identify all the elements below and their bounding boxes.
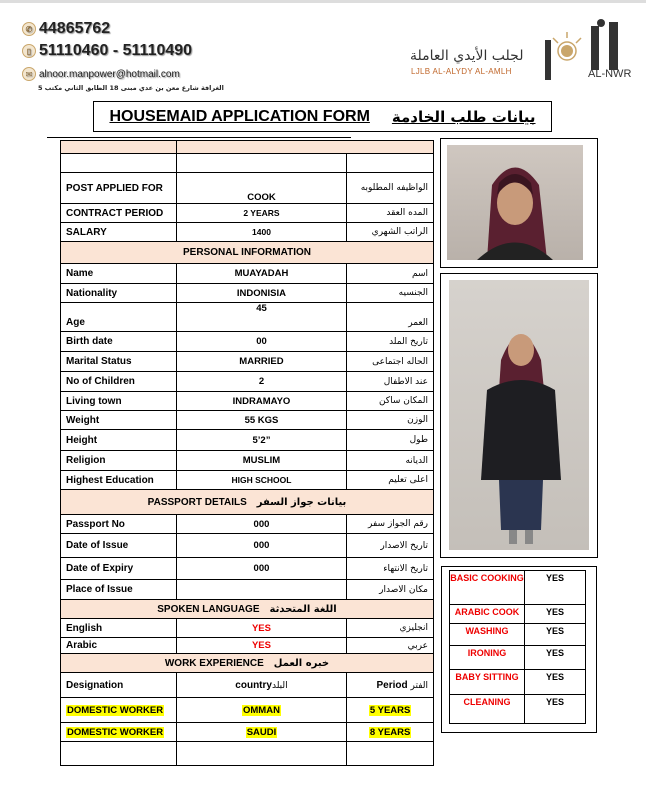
row-label: Arabic <box>61 638 177 654</box>
title-arabic: بيانات طلب الخادمة <box>391 107 536 126</box>
blank-cell <box>61 742 177 766</box>
section-title-ar: بيانات جواز السفر <box>256 496 347 508</box>
table-row <box>61 372 434 392</box>
row-value: 55 KGS <box>176 411 346 430</box>
skill-name: ARABIC COOK <box>450 605 525 624</box>
person-portrait-icon <box>447 145 583 260</box>
row-label-ar: العمر <box>347 303 434 332</box>
skill-row <box>450 571 586 605</box>
row-label-ar: مكان الاصدار <box>347 580 434 600</box>
blank-cell <box>347 154 434 173</box>
country: SAUDI <box>246 726 277 738</box>
section-title: SPOKEN LANGUAGE <box>157 603 260 615</box>
row-value: COOK <box>176 173 346 204</box>
email-address: alnoor.manpower@hotmail.com <box>39 68 180 80</box>
row-value: YES <box>176 619 346 638</box>
logo-mark-text: AL-NWR <box>588 68 632 80</box>
row-value: MUAYADAH <box>176 264 346 284</box>
email-contact <box>22 67 180 81</box>
row-label-ar: تاريخ الانتهاء <box>347 558 434 580</box>
table-row <box>61 352 434 372</box>
section-header <box>61 490 434 515</box>
row-label-ar: الجنسيه <box>347 284 434 303</box>
skill-value: YES <box>525 695 586 724</box>
section-title: PASSPORT DETAILS <box>147 496 247 508</box>
skill-value: YES <box>525 571 586 605</box>
row-value: INDRAMAYO <box>176 392 346 411</box>
headshot-photo <box>447 145 583 260</box>
row-value: 2 YEARS <box>176 204 346 223</box>
table-row <box>61 173 434 204</box>
form-title <box>93 101 552 132</box>
blank-cell <box>176 154 346 173</box>
blank-cell <box>347 742 434 766</box>
application-table <box>60 140 434 766</box>
row-label-ar: رقم الجواز سفر <box>347 515 434 534</box>
row-label: POST APPLIED FOR <box>61 173 177 204</box>
row-label-ar: انجليزي <box>347 619 434 638</box>
row-value: INDONISIA <box>176 284 346 303</box>
mobile-contact <box>22 42 192 60</box>
row-value: 2 <box>176 372 346 392</box>
row-label-ar: تاريخ الاصدار <box>347 534 434 558</box>
blank-cell <box>61 154 177 173</box>
row-label: Age <box>61 303 177 332</box>
phone-number: 44865762 <box>39 20 111 37</box>
row-label-ar: عند الاطفال <box>347 372 434 392</box>
table-row <box>61 411 434 430</box>
period: 5 YEARS <box>369 704 411 716</box>
row-label-ar: الديانه <box>347 451 434 471</box>
row-value: 5’2” <box>176 430 346 451</box>
table-row <box>61 619 434 638</box>
row-label-ar: اعلى تعليم <box>347 471 434 490</box>
blank-cell <box>176 742 346 766</box>
column-header <box>176 673 346 698</box>
skill-row <box>450 646 586 670</box>
row-value: 000 <box>176 534 346 558</box>
row-label: CONTRACT PERIOD <box>61 204 177 223</box>
table-row <box>61 392 434 411</box>
row-label: Name <box>61 264 177 284</box>
section-header <box>61 600 434 619</box>
table-row <box>61 698 434 723</box>
top-border <box>0 0 646 3</box>
row-label-ar: اسم <box>347 264 434 284</box>
skill-name: IRONING <box>450 646 525 670</box>
row-value: HIGH SCHOOL <box>176 471 346 490</box>
row-value: YES <box>176 638 346 654</box>
table-row <box>61 264 434 284</box>
row-value <box>176 580 346 600</box>
table-header-row <box>61 673 434 698</box>
table-row <box>61 223 434 242</box>
mobile-number: 51110460 - 51110490 <box>39 42 193 59</box>
skill-name: WASHING <box>450 624 525 646</box>
table-row <box>61 430 434 451</box>
country-label: country <box>235 679 272 691</box>
designation: DOMESTIC WORKER <box>67 704 164 716</box>
skill-name: CLEANING <box>450 695 525 724</box>
mobile-icon: ▯ <box>22 44 36 58</box>
skill-row <box>450 624 586 646</box>
table-row <box>61 723 434 742</box>
section-header: PERSONAL INFORMATION <box>61 242 434 264</box>
period: 8 YEARS <box>369 726 411 738</box>
section-title-ar: خبره العمل <box>273 657 330 669</box>
period-label-ar: الفتر <box>410 680 428 691</box>
skill-value: YES <box>525 646 586 670</box>
section-title-ar: اللغة المتحدثة <box>269 603 337 615</box>
row-label: No of Children <box>61 372 177 392</box>
country: OMMAN <box>243 704 280 716</box>
table-row <box>61 580 434 600</box>
row-label: Marital Status <box>61 352 177 372</box>
row-label-ar: عربي <box>347 638 434 654</box>
row-value: 00 <box>176 332 346 352</box>
row-label-ar: الراتب الشهري <box>347 223 434 242</box>
row-label: Birth date <box>61 332 177 352</box>
header-cell <box>176 141 433 154</box>
row-label-ar: الوزن <box>347 411 434 430</box>
row-label: Height <box>61 430 177 451</box>
row-label: Nationality <box>61 284 177 303</box>
row-value: 45 <box>176 303 346 332</box>
row-label: Weight <box>61 411 177 430</box>
full-body-photo <box>449 280 589 550</box>
row-label: SALARY <box>61 223 177 242</box>
email-icon: ✉ <box>22 67 36 81</box>
table-row <box>61 332 434 352</box>
skill-row <box>450 695 586 724</box>
country-label-ar: البلد <box>271 680 288 691</box>
logo-arabic-text: لجلب الأيدي العاملة <box>410 48 524 64</box>
skills-table <box>449 570 586 724</box>
table-row <box>61 534 434 558</box>
header-cell <box>61 141 177 154</box>
table-row <box>61 638 434 654</box>
row-label: Date of Issue <box>61 534 177 558</box>
column-header: Designation <box>61 673 177 698</box>
row-value: MUSLIM <box>176 451 346 471</box>
row-label-ar: تاريخ الملد <box>347 332 434 352</box>
row-label-ar: المده العقد <box>347 204 434 223</box>
title-english: HOUSEMAID APPLICATION FORM <box>109 107 370 125</box>
row-label: Date of Expiry <box>61 558 177 580</box>
row-label-ar: طول <box>347 430 434 451</box>
table-row <box>61 515 434 534</box>
skill-row <box>450 605 586 624</box>
person-full-icon <box>449 280 589 550</box>
row-label-ar: الحاله اجتماعى <box>347 352 434 372</box>
row-value: MARRIED <box>176 352 346 372</box>
skill-value: YES <box>525 605 586 624</box>
row-label: Religion <box>61 451 177 471</box>
skill-name: BASIC COOKING <box>450 571 525 605</box>
row-value: 1400 <box>176 223 346 242</box>
logo-english-text: LJLB AL-ALYDY AL-AMLH <box>411 67 512 76</box>
table-row <box>61 204 434 223</box>
period-label: Period <box>376 679 408 691</box>
phone-icon: ✆ <box>22 22 36 36</box>
designation: DOMESTIC WORKER <box>67 726 164 738</box>
section-title: WORK EXPERIENCE <box>164 657 264 669</box>
divider <box>47 137 351 138</box>
skill-value: YES <box>525 624 586 646</box>
row-label-ar: المكان ساكن <box>347 392 434 411</box>
row-label-ar: الواظيفه المطلوبه <box>347 173 434 204</box>
row-value: 000 <box>176 558 346 580</box>
row-label: Passport No <box>61 515 177 534</box>
phone-contact <box>22 20 110 38</box>
table-row <box>61 471 434 490</box>
row-label: Highest Education <box>61 471 177 490</box>
table-row <box>61 303 434 332</box>
table-row <box>61 451 434 471</box>
skill-value: YES <box>525 670 586 695</box>
table-row <box>61 284 434 303</box>
skill-name: BABY SITTING <box>450 670 525 695</box>
column-header <box>347 673 434 698</box>
row-label: English <box>61 619 177 638</box>
skill-row <box>450 670 586 695</box>
row-label: Place of Issue <box>61 580 177 600</box>
row-label: Living town <box>61 392 177 411</box>
section-header <box>61 654 434 673</box>
row-value: 000 <box>176 515 346 534</box>
table-row <box>61 558 434 580</box>
address: الغرافة شارع معن بن عدي مبنى 18 الطابق الثاني مكتب 5 <box>38 84 224 92</box>
